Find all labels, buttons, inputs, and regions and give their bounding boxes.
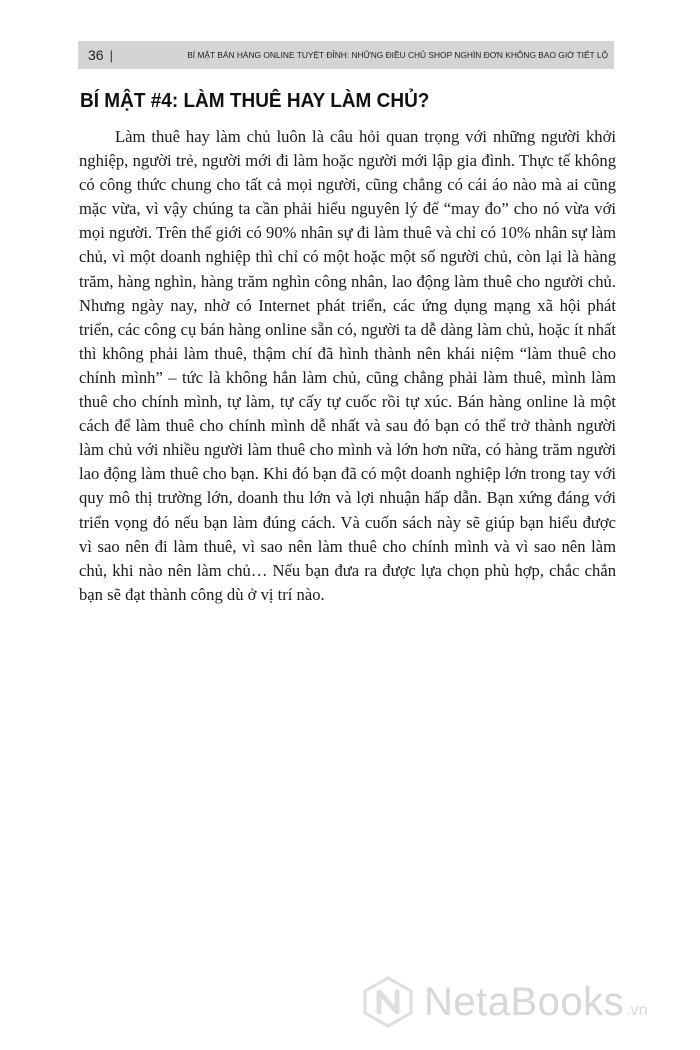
- running-header: [78, 41, 614, 69]
- watermark-brand: NetaBooks: [424, 979, 625, 1024]
- watermark-suffix: .vn: [626, 1002, 648, 1019]
- netabooks-n-logo-icon: [362, 976, 414, 1028]
- page-number: 36: [88, 47, 104, 63]
- section-title: BÍ MẬT #4: LÀM THUÊ HAY LÀM CHỦ?: [80, 90, 430, 112]
- header-separator: |: [109, 47, 113, 63]
- watermark: [362, 976, 648, 1028]
- body-paragraph: Làm thuê hay làm chủ luôn là câu hỏi quan trọng với những người khởi nghiệp, người trẻ, người mới đi làm hoặc người mới lập gia đình. Thực tế không có công thức chung cho tất cả mọi người, cũng chẳng có cái áo nào mà ai cũng mặc vừa, vì vậy chúng ta cần phải hiểu nguyên lý để “may đo” cho nó vừa với mọi người. Trên thế giới có 90% nhân sự đi làm thuê và chỉ có 10% nhân sự làm chủ, vì một doanh nghiệp thì chỉ có một hoặc một số người chủ, còn lại là hàng trăm, hàng nghìn, hàng trăm nghìn công nhân, lao động làm thuê cho người chủ. Nhưng ngày nay, nhờ có Internet phát triển, các ứng dụng mạng xã hội phát triển, các công cụ bán hàng online sẵn có, người ta dễ dàng làm chủ, hoặc ít nhất thì không phải làm thuê, thậm chí đã hình thành nên khái niệm “làm thuê cho chính mình” – tức là không hẳn làm chủ, cũng chẳng phải làm thuê, mình làm thuê cho chính mình, tự làm, tự cấy tự cuốc rồi tự xúc. Bán hàng online là một cách để làm thuê cho chính mình dễ nhất và sau đó bạn có thể trở thành người làm chủ với nhiều người làm thuê cho mình và lớn hơn nữa, có hàng trăm người lao động làm thuê cho bạn. Khi đó bạn đã có một doanh nghiệp lớn trong tay với quy mô thị trường lớn, doanh thu lớn và lợi nhuận hấp dẫn. Bạn xứng đáng với triển vọng đó nếu bạn làm đúng cách. Và cuốn sách này sẽ giúp bạn hiểu được vì sao nên đi làm thuê, vì sao nên làm thuê cho chính mình và vì sao nên làm chủ, khi nào nên làm chủ… Nếu bạn đưa ra được lựa chọn phù hợp, chắc chắn bạn sẽ đạt thành công dù ở vị trí nào.: [79, 127, 616, 604]
- running-head-title: BÍ MẬT BÁN HÀNG ONLINE TUYỆT ĐỈNH: NHỮNG ĐIỀU CHỦ SHOP NGHÌN ĐƠN KHÔNG BAO GIỜ TIẾT LỘ: [187, 50, 608, 60]
